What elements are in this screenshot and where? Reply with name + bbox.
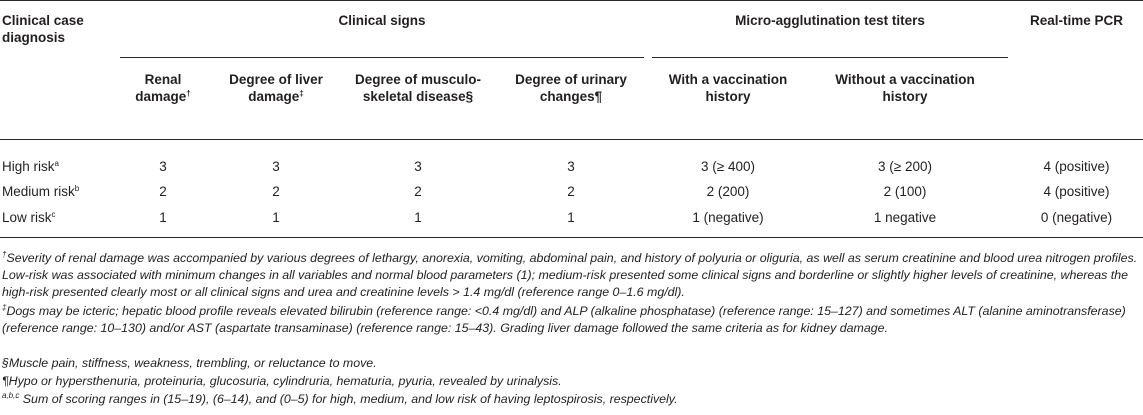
header-clinical-signs: Clinical signs <box>338 13 426 28</box>
header-liver: Degree of liver damage‡ <box>229 72 323 104</box>
cell-liver: 1 <box>272 210 280 225</box>
body-bottom-rule <box>0 237 1143 238</box>
mat-titers-rule <box>652 57 1008 58</box>
cell-with-vacc: 3 (≥ 400) <box>701 159 755 174</box>
footnote-renal: †Severity of renal damage was accompanied by various degrees of lethargy, anorexia, vomiting, abdominal pain, and history of polyuria or oliguria, as well as serum creatinine and blood urea nitrogen profiles. Low-risk was associated with minimum changes in all variables and normal blood parameters (1); medium-risk presented some clinical signs and borderline or slightly higher levels of creatinine, whereas the high-risk presented clearly most or all clinical signs and urea and creatinine levels > 1.4 mg/dl (reference range 0–1.6 mg/dl). <box>2 250 1138 299</box>
header-with-vacc: With a vaccination history <box>668 72 788 104</box>
cell-without-vacc: 3 (≥ 200) <box>878 159 932 174</box>
footnote-urinary: ¶Hypo or hypersthenuria, proteinuria, glucosuria, cylindruria, hematuria, pyuria, revealed by urinalysis. <box>2 374 562 388</box>
risk-label: Low risk$^c$ <box>2 210 56 225</box>
cell-pcr: 0 (negative) <box>1040 210 1113 225</box>
cell-renal: 3 <box>159 159 167 174</box>
cell-renal: 2 <box>159 184 167 199</box>
cell-pcr: 4 (positive) <box>1043 184 1110 199</box>
cell-musculo: 3 <box>414 159 422 174</box>
cell-pcr: 4 (positive) <box>1043 159 1110 174</box>
footnote-sum: $^{a,b,c}$ Sum of scoring ranges in (15–19), (6–14), and (0–5) for high, medium, and low risk of having leptospirosis, respectively. <box>2 391 678 406</box>
risk-label: High risk$^a$ <box>2 159 59 174</box>
header-musculo: Degree of musculo-skeletal disease§ <box>354 72 482 104</box>
cell-musculo: 1 <box>414 210 422 225</box>
cell-liver: 2 <box>272 184 280 199</box>
cell-without-vacc: 2 (100) <box>883 184 927 199</box>
clinical-signs-rule <box>120 57 644 58</box>
cell-urinary: 3 <box>567 159 575 174</box>
cell-musculo: 2 <box>414 184 422 199</box>
cell-without-vacc: 1 negative <box>873 210 937 225</box>
cell-liver: 3 <box>272 159 280 174</box>
header-renal: Renal damage† <box>135 72 191 104</box>
cell-with-vacc: 2 (200) <box>706 184 750 199</box>
header-diagnosis: Clinical case diagnosis <box>2 13 84 45</box>
cell-urinary: 2 <box>567 184 575 199</box>
header-pcr: Real-time PCR <box>1029 13 1124 28</box>
header-bottom-rule <box>0 139 1143 140</box>
header-mat-titers: Micro-agglutination test titers <box>735 13 925 28</box>
footnote-musculo: §Muscle pain, stiffness, weakness, trembling, or reluctance to move. <box>2 356 377 370</box>
cell-urinary: 1 <box>567 210 575 225</box>
risk-label: Medium risk$^b$ <box>2 184 80 199</box>
header-without-vacc: Without a vaccination history <box>835 72 975 104</box>
header-urinary: Degree of urinary changes¶ <box>515 72 627 104</box>
footnote-liver: ‡Dogs may be icteric; hepatic blood profile reveals elevated bilirubin (reference range: <0.4 mg/dl) and ALP (alkaline phosphatase) (reference range: 15–127) and sometimes ALT (alanine aminotransferase) (reference range: 10–130) and/or AST (aspartate transaminase) (reference range: 15–43). Grading liver damage followed the same criteria as for kidney damage. <box>2 303 1126 335</box>
cell-renal: 1 <box>159 210 167 225</box>
table-top-rule <box>0 0 1143 1</box>
cell-with-vacc: 1 (negative) <box>692 210 764 225</box>
